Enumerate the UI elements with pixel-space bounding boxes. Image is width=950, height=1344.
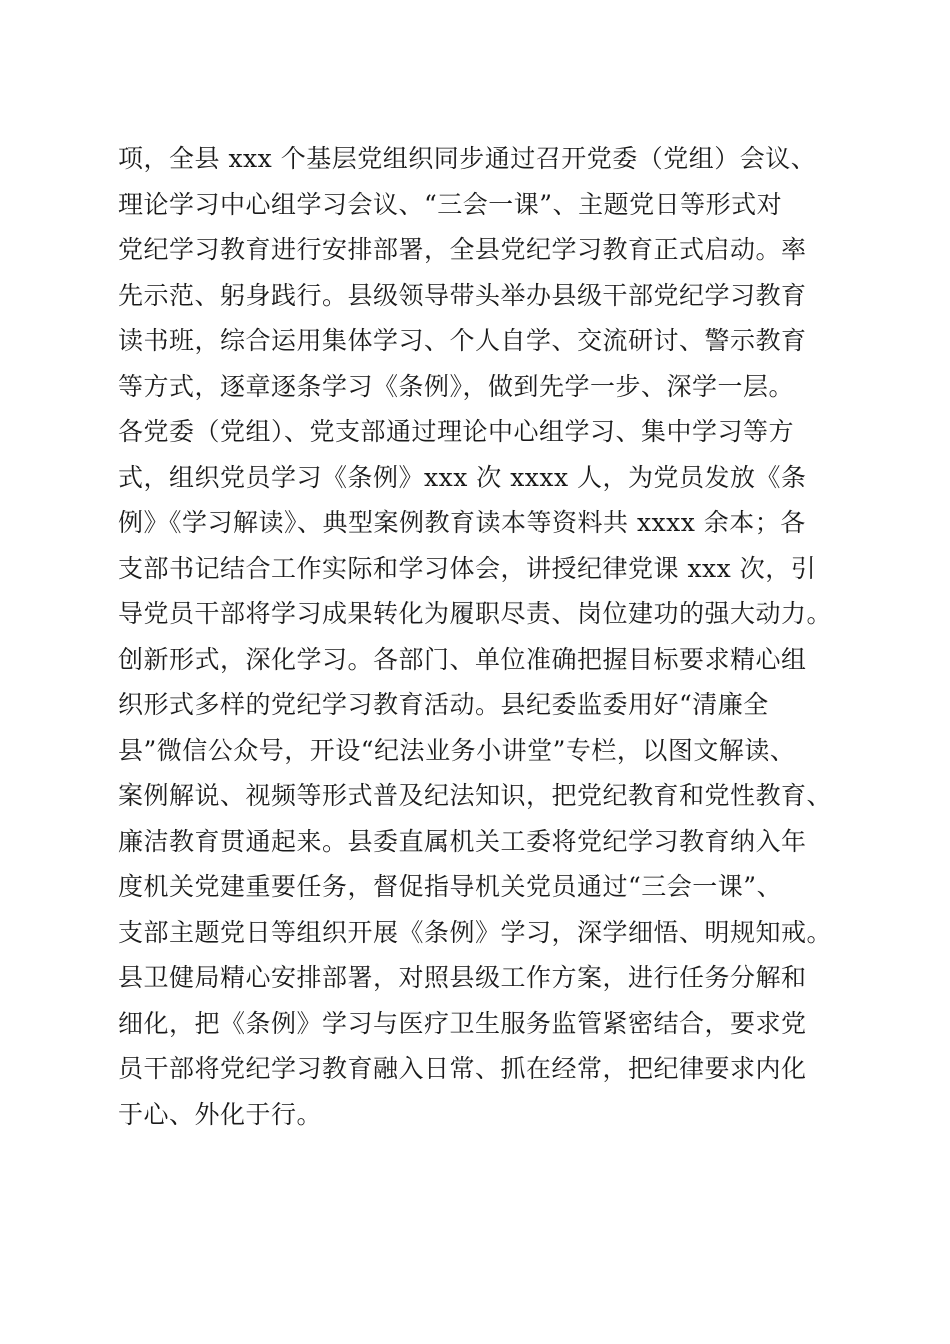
text-line: 导党员干部将学习成果转化为履职尽责、岗位建功的强大动力。: [118, 599, 833, 628]
text-line: 各党委（党组）、党支部通过理论中心组学习、集中学习等方: [118, 417, 795, 446]
text-line: 员干部将党纪学习教育融入日常、抓在经常，把纪律要求内化: [118, 1054, 807, 1083]
body-text: [118, 136, 858, 1137]
text-line: 创新形式，深化学习。各部门、单位准确把握目标要求精心组: [118, 644, 807, 674]
text-line: 等方式，逐章逐条学习《条例》，做到先学一步、深学一层。: [118, 371, 795, 401]
text-line: 细化，把《条例》学习与医疗卫生服务监管紧密结合，要求党: [118, 1008, 807, 1038]
text-line: 先示范、躬身践行。县级领导带头举办县级干部党纪学习教育: [118, 280, 807, 310]
text-line: 廉洁教育贯通起来。县委直属机关工委将党纪学习教育纳入年: [118, 826, 807, 856]
text-line: 例》《学习解读》、典型案例教育读本等资料共 xxxx 余本；各: [118, 508, 806, 537]
text-line: 度机关党建重要任务，督促指导机关党员通过“三会一课”、: [118, 872, 783, 901]
text-line: 读书班，综合运用集体学习、个人自学、交流研讨、警示教育: [118, 326, 807, 355]
text-line: 党纪学习教育进行安排部署，全县党纪学习教育正式启动。率: [118, 235, 807, 264]
text-line: 支部书记结合工作实际和学习体会，讲授纪律党课 xxx 次，引: [118, 553, 817, 583]
text-line: 县”微信公众号，开设“纪法业务小讲堂”专栏，以图文解读、: [118, 735, 796, 765]
text-line: 理论学习中心组学习会议、“三会一课”、主题党日等形式对: [118, 189, 783, 219]
text-line: 项，全县 xxx 个基层党组织同步通过召开党委（党组）会议、: [118, 144, 817, 173]
text-line: 县卫健局精心安排部署，对照县级工作方案，进行任务分解和: [118, 963, 807, 992]
text-line: 织形式多样的党纪学习教育活动。县纪委监委用好“清廉全: [118, 690, 769, 719]
text-line: 于心、外化于行。: [118, 1099, 323, 1129]
text-line: 式，组织党员学习《条例》xxx 次 xxxx 人，为党员发放《条: [118, 462, 807, 492]
text-line: 支部主题党日等组织开展《条例》学习，深学细悟、明规知戒。: [118, 917, 833, 947]
text-line: 案例解说、视频等形式普及纪法知识，把党纪教育和党性教育、: [118, 781, 833, 810]
